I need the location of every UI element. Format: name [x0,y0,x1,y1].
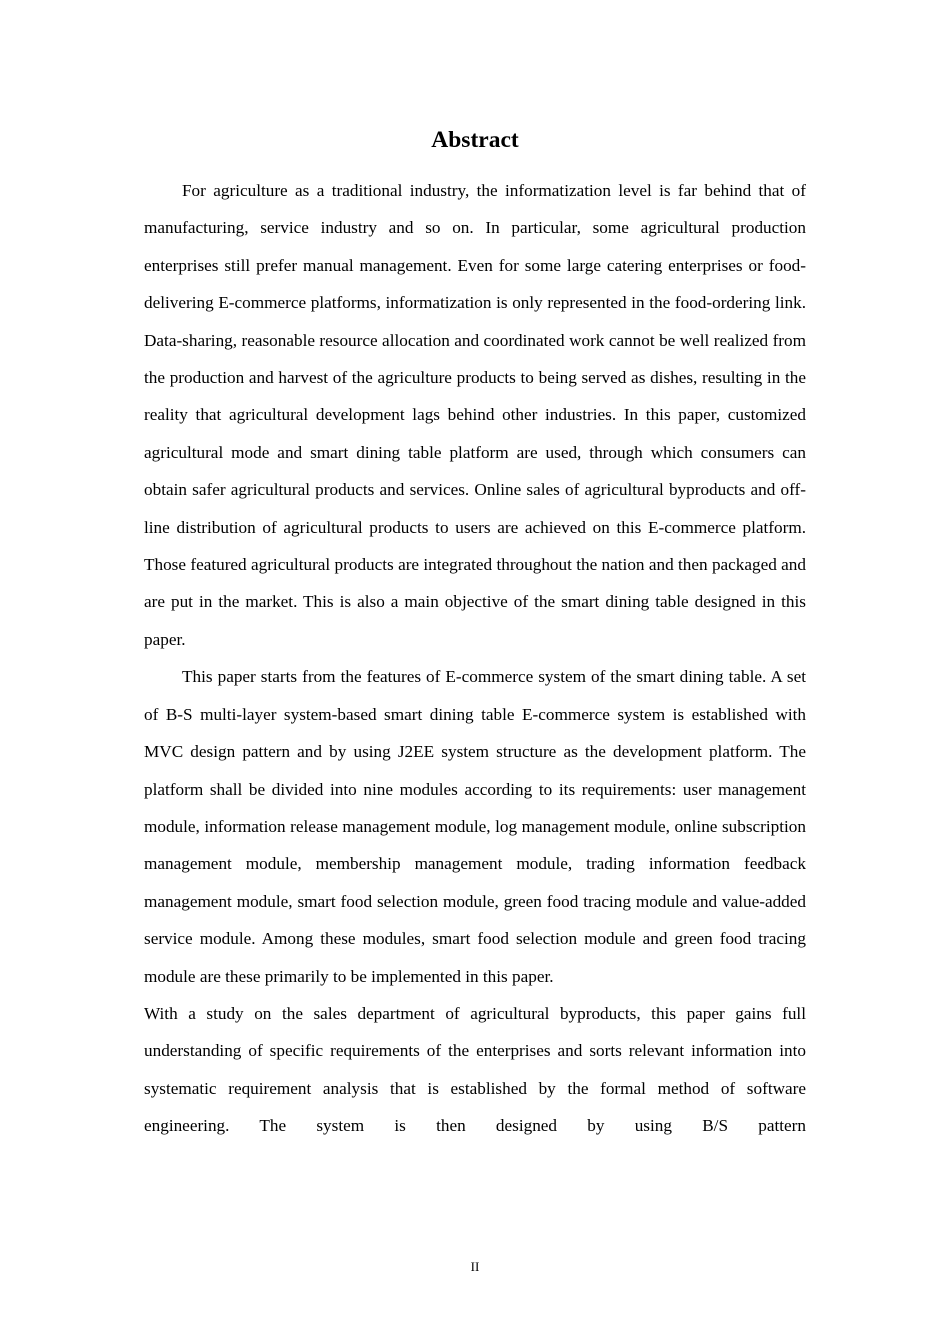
page-number: II [470,1259,480,1274]
abstract-paragraph-1: For agriculture as a traditional industry, the informatization level is far behind that of manufacturing, service industry and so on. In particular, some agricultural production enterprises still prefer manual management. Even for some large catering enterprises or food-delivering E-commerce platforms, informatization is only represented in the food-ordering link. Data-sharing, reasonable resource allocation and coordinated work cannot be well realized from the production and harvest of the agriculture products to being served as dishes, resulting in the reality that agricultural development lags behind other industries. In this paper, customized agricultural mode and smart dining table platform are used, through which consumers can obtain safer agricultural products and services. Online sales of agricultural byproducts and off-line distribution of agricultural products to users are achieved on this E-commerce platform. Those featured agricultural products are integrated throughout the nation and then packaged and are put in the market. This is also a main objective of the smart dining table designed in this paper. [144,181,806,649]
abstract-heading: Abstract [431,127,519,153]
abstract-paragraph-2: This paper starts from the features of E-commerce system of the smart dining table. A set of B-S multi-layer system-based smart dining table E-commerce system is established with MVC design pattern and by using J2EE system structure as the development platform. The platform shall be divided into nine modules according to its requirements: user management module, information release management module, log management module, online subscription management module, membership management module, trading information feedback management module, smart food selection module, green food tracing module and value-added service module. Among these modules, smart food selection module and green food tracing module are these primarily to be implemented in this paper. [144,667,806,986]
abstract-paragraph-3: With a study on the sales department of agricultural byproducts, this paper gains full understanding of specific requirements of the enterprises and sorts relevant information into systematic requirement analysis that is established by the formal method of software engineering. The system is then designed by using B/S pattern [144,1003,806,1136]
abstract-body [144,172,806,1145]
